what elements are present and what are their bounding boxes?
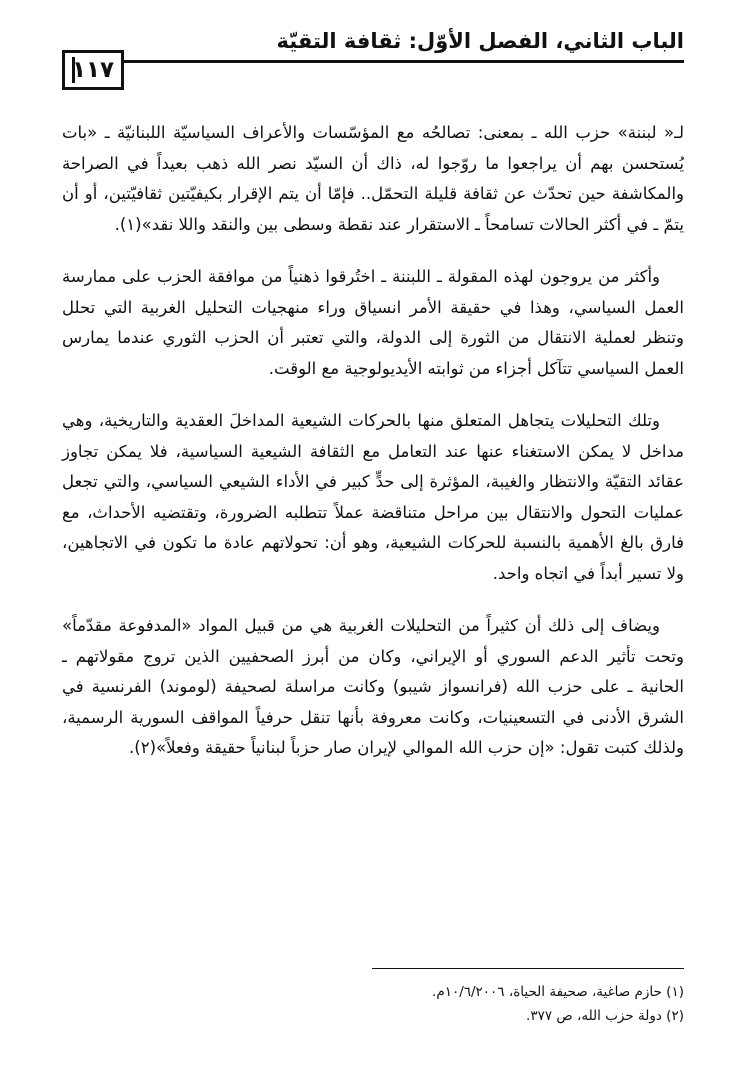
footnote-separator [372,968,684,969]
paragraph: لـ« لبننة» حزب الله ـ بمعنى: تصالحُه مع المؤسّسات والأعراف السياسيّة اللبنانيّة ـ «بات يُستحسن بهم أن يراجعوا ما روّجوا له، ذاك أن السيّد نصر الله ذهب بعيداً في الصراحة والمكاشفة حين تحدّث عن ثقافة قليلة التحمّل.. فإمّا أن يتم الإقرار بكيفيّتين ثقافيّتين، أو أن يتمّ ـ في أكثر الحالات تسامحاً ـ الاستقرار عند نقطة وسطى بين والنقد واللا نقد»(١). [62,123,684,234]
paragraph: ويضاف إلى ذلك أن كثيراً من التحليلات الغربية هي من قبيل المواد «المدفوعة مقدّماً» وتحت تأثير الدعم السوري أو الإيراني، وكان من أبرز الصحفيين الذين تروج مقولاتهم ـ الحانية ـ على حزب الله (فرانسواز شيبو) وكانت مراسلة لصحيفة (لوموند) الفرنسية في الشرق الأدنى في التسعينيات، وكانت معروفة بأنها تنقل حرفياً المواقف السورية الرسمية، ولذلك كتبت تقول: «إن حزب الله الموالي لإيران صار حزباً لبنانياً حقيقة وفعلاً»(٢). [62,616,684,757]
running-header [62,20,684,90]
paragraph: وتلك التحليلات يتجاهل المتعلق منها بالحركات الشيعية المداخلَ العقدية والتاريخية، وهي مداخل لا يمكن الاستغناء عنها عند التعامل مع الثقافة الشيعية السياسية، فلا يمكن تجاوز عقائد التقيّة والانتظار والغيبة، المؤثرة إلى حدٍّ كبير في الأداء الشيعي السياسي، والتي تجعل عمليات التحول والانتقال بين مراحل متناقضة عملاً تتطلبه الضرورة، وتقتضيه الأحداث، مع فارق بالغ الأهمية بالنسبة للحركات الشيعية، وهو أن: تحولاتهم عادة ما تكون في الاتجاهين، ولا تسير أبداً في اتجاه واحد. [62,411,684,583]
page-number-text: ١١٧ [71,57,115,83]
footnote: (١) حازم صاغية، صحيفة الحياة، ١٠/٦/٢٠٠٦م. [432,984,684,1000]
body-text [62,118,684,786]
header-rule [124,60,684,63]
footnotes [62,980,684,1028]
footnote: (٢) دولة حزب الله، ص ٣٧٧. [526,1008,684,1024]
chapter-title: الباب الثاني، الفصل الأوّل: ثقافة التقيّة [276,29,684,53]
paragraph: وأكثر من يروجون لهذه المقولة ـ اللبننة ـ اختُرقوا ذهنياً من موافقة الحزب على ممارسة العمل السياسي، وهذا في حقيقة الأمر انسياق وراء منهجيات التحليل الغربية التي تحلل وتنظر لعملية الانتقال من الثورة إلى الدولة، والتي تعتبر أن الحزب الثوري عندما يمارس العمل السياسي تتآكل أجزاء من ثوابته الأيديولوجية مع الوقت. [62,267,684,378]
page-number [62,50,124,90]
